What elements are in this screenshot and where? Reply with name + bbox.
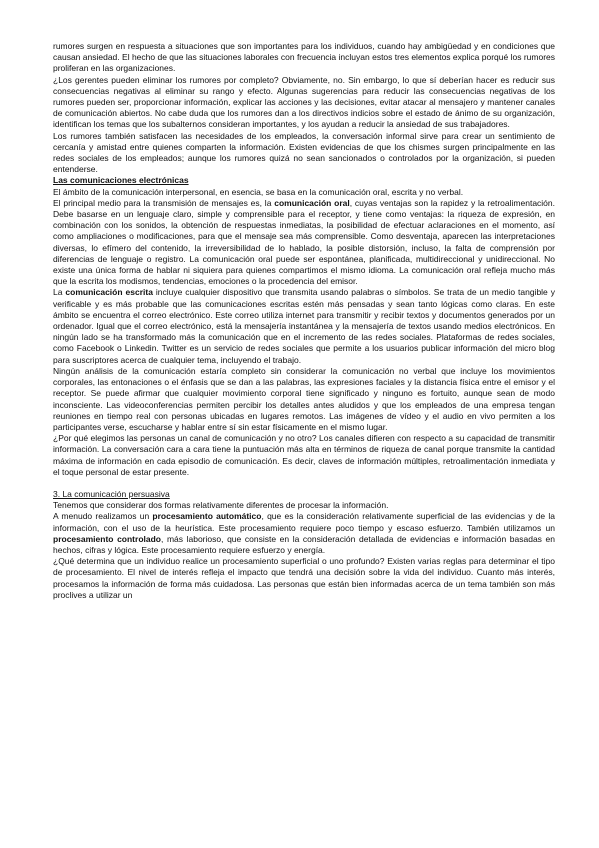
text-span: A menudo realizamos un: [53, 511, 153, 522]
text-span: , más laborioso, que consiste en la consideración detallada de evidencias e información basadas en hechos, cifras y lógica. Este procesamiento requiere esfuerzo y energía.: [53, 533, 555, 555]
section-heading-comunicacion-persuasiva: 3. La comunicación persuasiva: [53, 488, 170, 499]
paragraph-gerentes-rumores: ¿Los gerentes pueden eliminar los rumores por completo? Obviamente, no. Sin embargo, lo que sí deberían hacer es reducir sus consecuencias negativas al eliminar su rango y efecto. Algunas sugerencias para reducir las consecuencias negativas de los rumores pueden ser, proporcionar información, explicar las acciones y las decisiones, evitar atacar al mensajero y mantener canales de comunicación abiertos. No cabe duda que los rumores dan a los directivos indicios sobre el estado de ánimo de su organización, identifican los temas que los subalternos consideran importantes, y los ayudan a reducir la ansiedad de sus trabajadores.: [53, 74, 555, 130]
text-span: , cuyas ventajas son la rapidez y la retroalimentación. Debe basarse en un lenguaje claro, simple y comprensible para el receptor, y tiene como ventajas: la riqueza de expresión, en combinación con los sonidos, la obtención de respuestas inmediatas, la posibilidad de efectuar aclaraciones en el momento, así como ampliaciones o modificaciones, para que el mensaje sea más comprensible. Como desventaja, aparecen las interpretaciones diversas, lo efímero del contenido, la irreversibilidad de lo hablado, la posible distorsión, incluso, la falta de comprensión por diferencias de lenguaje o registro. La comunicación oral puede ser espontánea, planificada, multidireccional y unidireccional. No existe una única forma de hablar ni siquiera para quienes compartimos el mismo idioma. La comunicación oral refleja mucho más que la escrita los modismos, tendencias, emociones o la procedencia del emisor.: [53, 197, 555, 287]
paragraph-comunicacion-escrita: [53, 287, 555, 365]
bold-term-comunicacion-escrita: comunicación escrita: [65, 287, 153, 298]
paragraph-rumores-intro: rumores surgen en respuesta a situaciones que son importantes para los individuos, cuando hay ambigüedad y en condiciones que causan ansiedad. El hecho de que las situaciones laborales con frecuencia incluyan estos tres elementos explica porqué los rumores proliferan en las organizaciones.: [53, 41, 555, 74]
text-span: , que es la consideración relativamente superficial de las evidencias y de la información, con el uso de la heurística. Este procesamiento requiere poco tiempo y escaso esfuerzo. También utilizamos un: [53, 511, 555, 533]
paragraph-procesamiento: [53, 511, 555, 556]
text-span: La: [53, 287, 66, 298]
bold-term-procesamiento-automatico: procesamiento automático: [152, 511, 262, 522]
paragraph-comunicacion-no-verbal: Ningún análisis de la comunicación estaría completo sin considerar la comunicación no verbal que incluye los movimientos corporales, las entonaciones o el énfasis que se dan a las palabras, las expresiones faciales y la distancia física entre el emisor y el receptor. Se puede afirmar que cualquier movimiento corporal tiene significado y ninguno es fortuito, aunque sean de modo inconsciente. Las videoconferencias permiten percibir los detalles antes aludidos y que los empleados de una empresa tengan reuniones en tiempo real con personas ubicadas en lugares remotos. Las imágenes de vídeo y el audio en vivo permiten a los participantes verse, escucharse y hablar entre sí sin estar físicamente en el mismo lugar.: [53, 365, 555, 432]
paragraph-rumores-necesidades: Los rumores también satisfacen las necesidades de los empleados, la conversación informal sirve para crear un sentimiento de cercanía y amistad entre quienes comparten la información. Existen evidencias de que los chismes surgen principalmente en las redes sociales de los empleados; aunque los rumores quizá no sean sancionados o controlados por la organización, si pueden entenderse.: [53, 130, 555, 175]
paragraph-procesamiento-superficial-profundo: ¿Qué determina que un individuo realice un procesamiento superficial o uno profundo? Existen varias reglas para determinar el tipo de procesamiento. El nivel de interés refleja el impacto que tendrá una decisión sobre la vida del individuo. Cuanto más interés, procesamos la información de forma más cuidadosa. Las personas que están bien informadas acerca de un tema también son más proclives a utilizar un: [53, 556, 555, 600]
paragraph-ambito-comunicacion: El ámbito de la comunicación interpersonal, en esencia, se basa en la comunicación oral, escrita y no verbal.: [53, 186, 464, 197]
paragraph-comunicacion-oral: [53, 198, 555, 288]
spacer: [53, 478, 555, 489]
paragraph-formas-procesar: Tenemos que considerar dos formas relativamente diferentes de procesar la información.: [53, 500, 389, 511]
paragraph-eleccion-canal: ¿Por qué elegimos las personas un canal de comunicación y no otro? Los canales difieren con respecto a su capacidad de transmitir información. La conversación cara a cara tiene la puntuación más alta en términos de riqueza de canal porque transmite la cantidad máxima de información en cada episodio de comunicación. Es decir, claves de información múltiples, retroalimentación inmediata y el toque personal de estar presente.: [53, 433, 555, 477]
bold-term-procesamiento-controlado: procesamiento controlado: [53, 533, 161, 544]
section-heading-comunicaciones-electronicas: Las comunicaciones electrónicas: [53, 175, 189, 186]
text-span: El principal medio para la transmisión de mensajes es, la: [53, 197, 275, 208]
text-span: incluye cualquier dispositivo que transmita usando palabras o símbolos. Se trata de un medio tangible y verificable y es más probable que las comunicaciones escritas estén más pensadas y sean tanto lógicas como claras. En este ámbito se encuentra el correo electrónico. Este correo utiliza internet para transmitir y recibir textos y documentos generados por un ordenador. Igual que el correo electrónico, está la mensajería instantánea y la mensajería de textos usando medios electrónicos. En ningún lado se ha transformado más la comunicación que en el incremento de las redes sociales. Plataformas de redes sociales, como Facebook o Linkedin. Twitter es un servicio de redes sociales que permite a los usuarios publicar información del micro blog para suscriptores acerca de cualquier tema, incluyendo el trabajo.: [53, 287, 555, 365]
bold-term-comunicacion-oral: comunicación oral: [274, 197, 350, 208]
